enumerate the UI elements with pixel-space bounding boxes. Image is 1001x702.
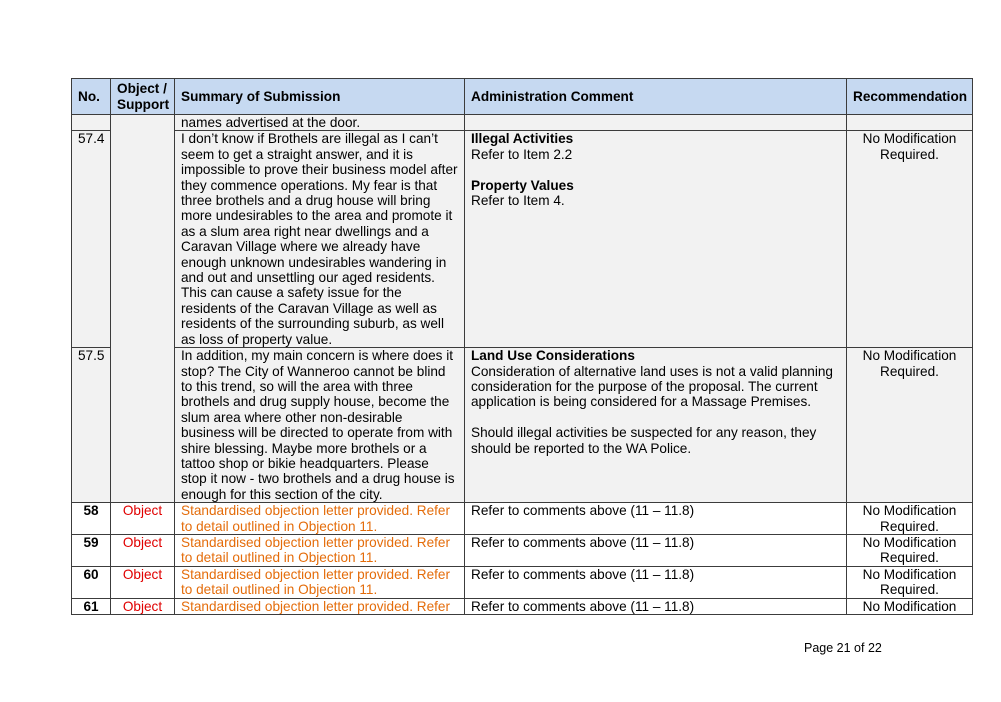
admin-text: Consideration of alternative land uses is not a valid planning consideration for the purpose of the proposal. The current application is being considered for a Massage Premises. (471, 363, 833, 410)
cell-object-support: Object (111, 598, 175, 614)
cell-no: 60 (72, 566, 111, 598)
table-row-60 (72, 566, 973, 598)
cell-summary: I don’t know if Brothels are illegal as I can’t seem to get a straight answer, and it is impossible to prove their business model after they commence operations. My fear is that three brothels and a drug house will bring more undesirables to the area and promote it as a slum area right near dwellings and a Caravan Village where we already have enough unknown undesirables wandering in and out and unsettling our aged residents. This can cause a safety issue for the residents of the Caravan Village as well as residents of the surrounding suburb, as well as loss of property value. (175, 131, 465, 348)
cell-object-support: Object (111, 503, 175, 535)
cell-admin: Refer to comments above (11 – 11.8) (465, 598, 847, 614)
cell-recommendation (847, 115, 973, 131)
cell-admin: Refer to comments above (11 – 11.8) (465, 534, 847, 566)
admin-text: Refer to Item 2.2 (471, 146, 573, 162)
cell-admin: Refer to comments above (11 – 11.8) (465, 503, 847, 535)
cell-summary: names advertised at the door. (175, 115, 465, 131)
table-row-61 (72, 598, 973, 614)
admin-text: Should illegal activities be suspected for any reason, they should be reported to the WA Police. (471, 425, 817, 456)
table-row-57-5 (72, 348, 973, 503)
cell-no: 57.4 (72, 131, 111, 348)
cell-recommendation: No Modification Required. (847, 131, 973, 348)
table-row-57-4 (72, 131, 973, 348)
admin-heading: Land Use Considerations (471, 348, 635, 364)
cell-summary: Standardised objection letter provided. Refer to detail outlined in Objection 11. (175, 534, 465, 566)
cell-object-support-merged (111, 115, 175, 503)
table-row-59 (72, 534, 973, 566)
cell-admin (465, 348, 847, 503)
submissions-table (71, 78, 973, 615)
cell-no (72, 115, 111, 131)
header-no: No. (72, 79, 111, 115)
cell-no: 57.5 (72, 348, 111, 503)
cell-no: 61 (72, 598, 111, 614)
page-number: Page 21 of 22 (804, 641, 882, 655)
admin-heading: Illegal Activities (471, 131, 574, 147)
cell-recommendation: No Modification (847, 598, 973, 614)
header-summary: Summary of Submission (175, 79, 465, 115)
cell-admin (465, 115, 847, 131)
cell-admin: Refer to comments above (11 – 11.8) (465, 566, 847, 598)
cell-summary: Standardised objection letter provided. Refer (175, 598, 465, 614)
cell-object-support: Object (111, 566, 175, 598)
cell-no: 59 (72, 534, 111, 566)
cell-recommendation: No Modification Required. (847, 534, 973, 566)
cell-summary: Standardised objection letter provided. Refer to detail outlined in Objection 11. (175, 566, 465, 598)
cell-recommendation: No Modification Required. (847, 348, 973, 503)
cell-no: 58 (72, 503, 111, 535)
cell-recommendation: No Modification Required. (847, 503, 973, 535)
cell-admin (465, 131, 847, 348)
cell-object-support: Object (111, 534, 175, 566)
table-row-continuation (72, 115, 973, 131)
header-object-support: Object / Support (111, 79, 175, 115)
header-admin-comment: Administration Comment (465, 79, 847, 115)
admin-text: Refer to Item 4. (471, 193, 565, 209)
table-row-58 (72, 503, 973, 535)
cell-summary: In addition, my main concern is where does it stop? The City of Wanneroo cannot be blind to this trend, so will the area with three brothels and drug supply house, become the slum area where other non-desirable business will be directed to operate from with shire blessing. Maybe more brothels or a tattoo shop or bikie headquarters. Please stop it now - two brothels and a drug house is enough for this section of the city. (175, 348, 465, 503)
cell-recommendation: No Modification Required. (847, 566, 973, 598)
header-recommendation: Recommendation (847, 79, 973, 115)
cell-summary: Standardised objection letter provided. Refer to detail outlined in Objection 11. (175, 503, 465, 535)
admin-heading: Property Values (471, 177, 574, 193)
table-header-row (72, 79, 973, 115)
